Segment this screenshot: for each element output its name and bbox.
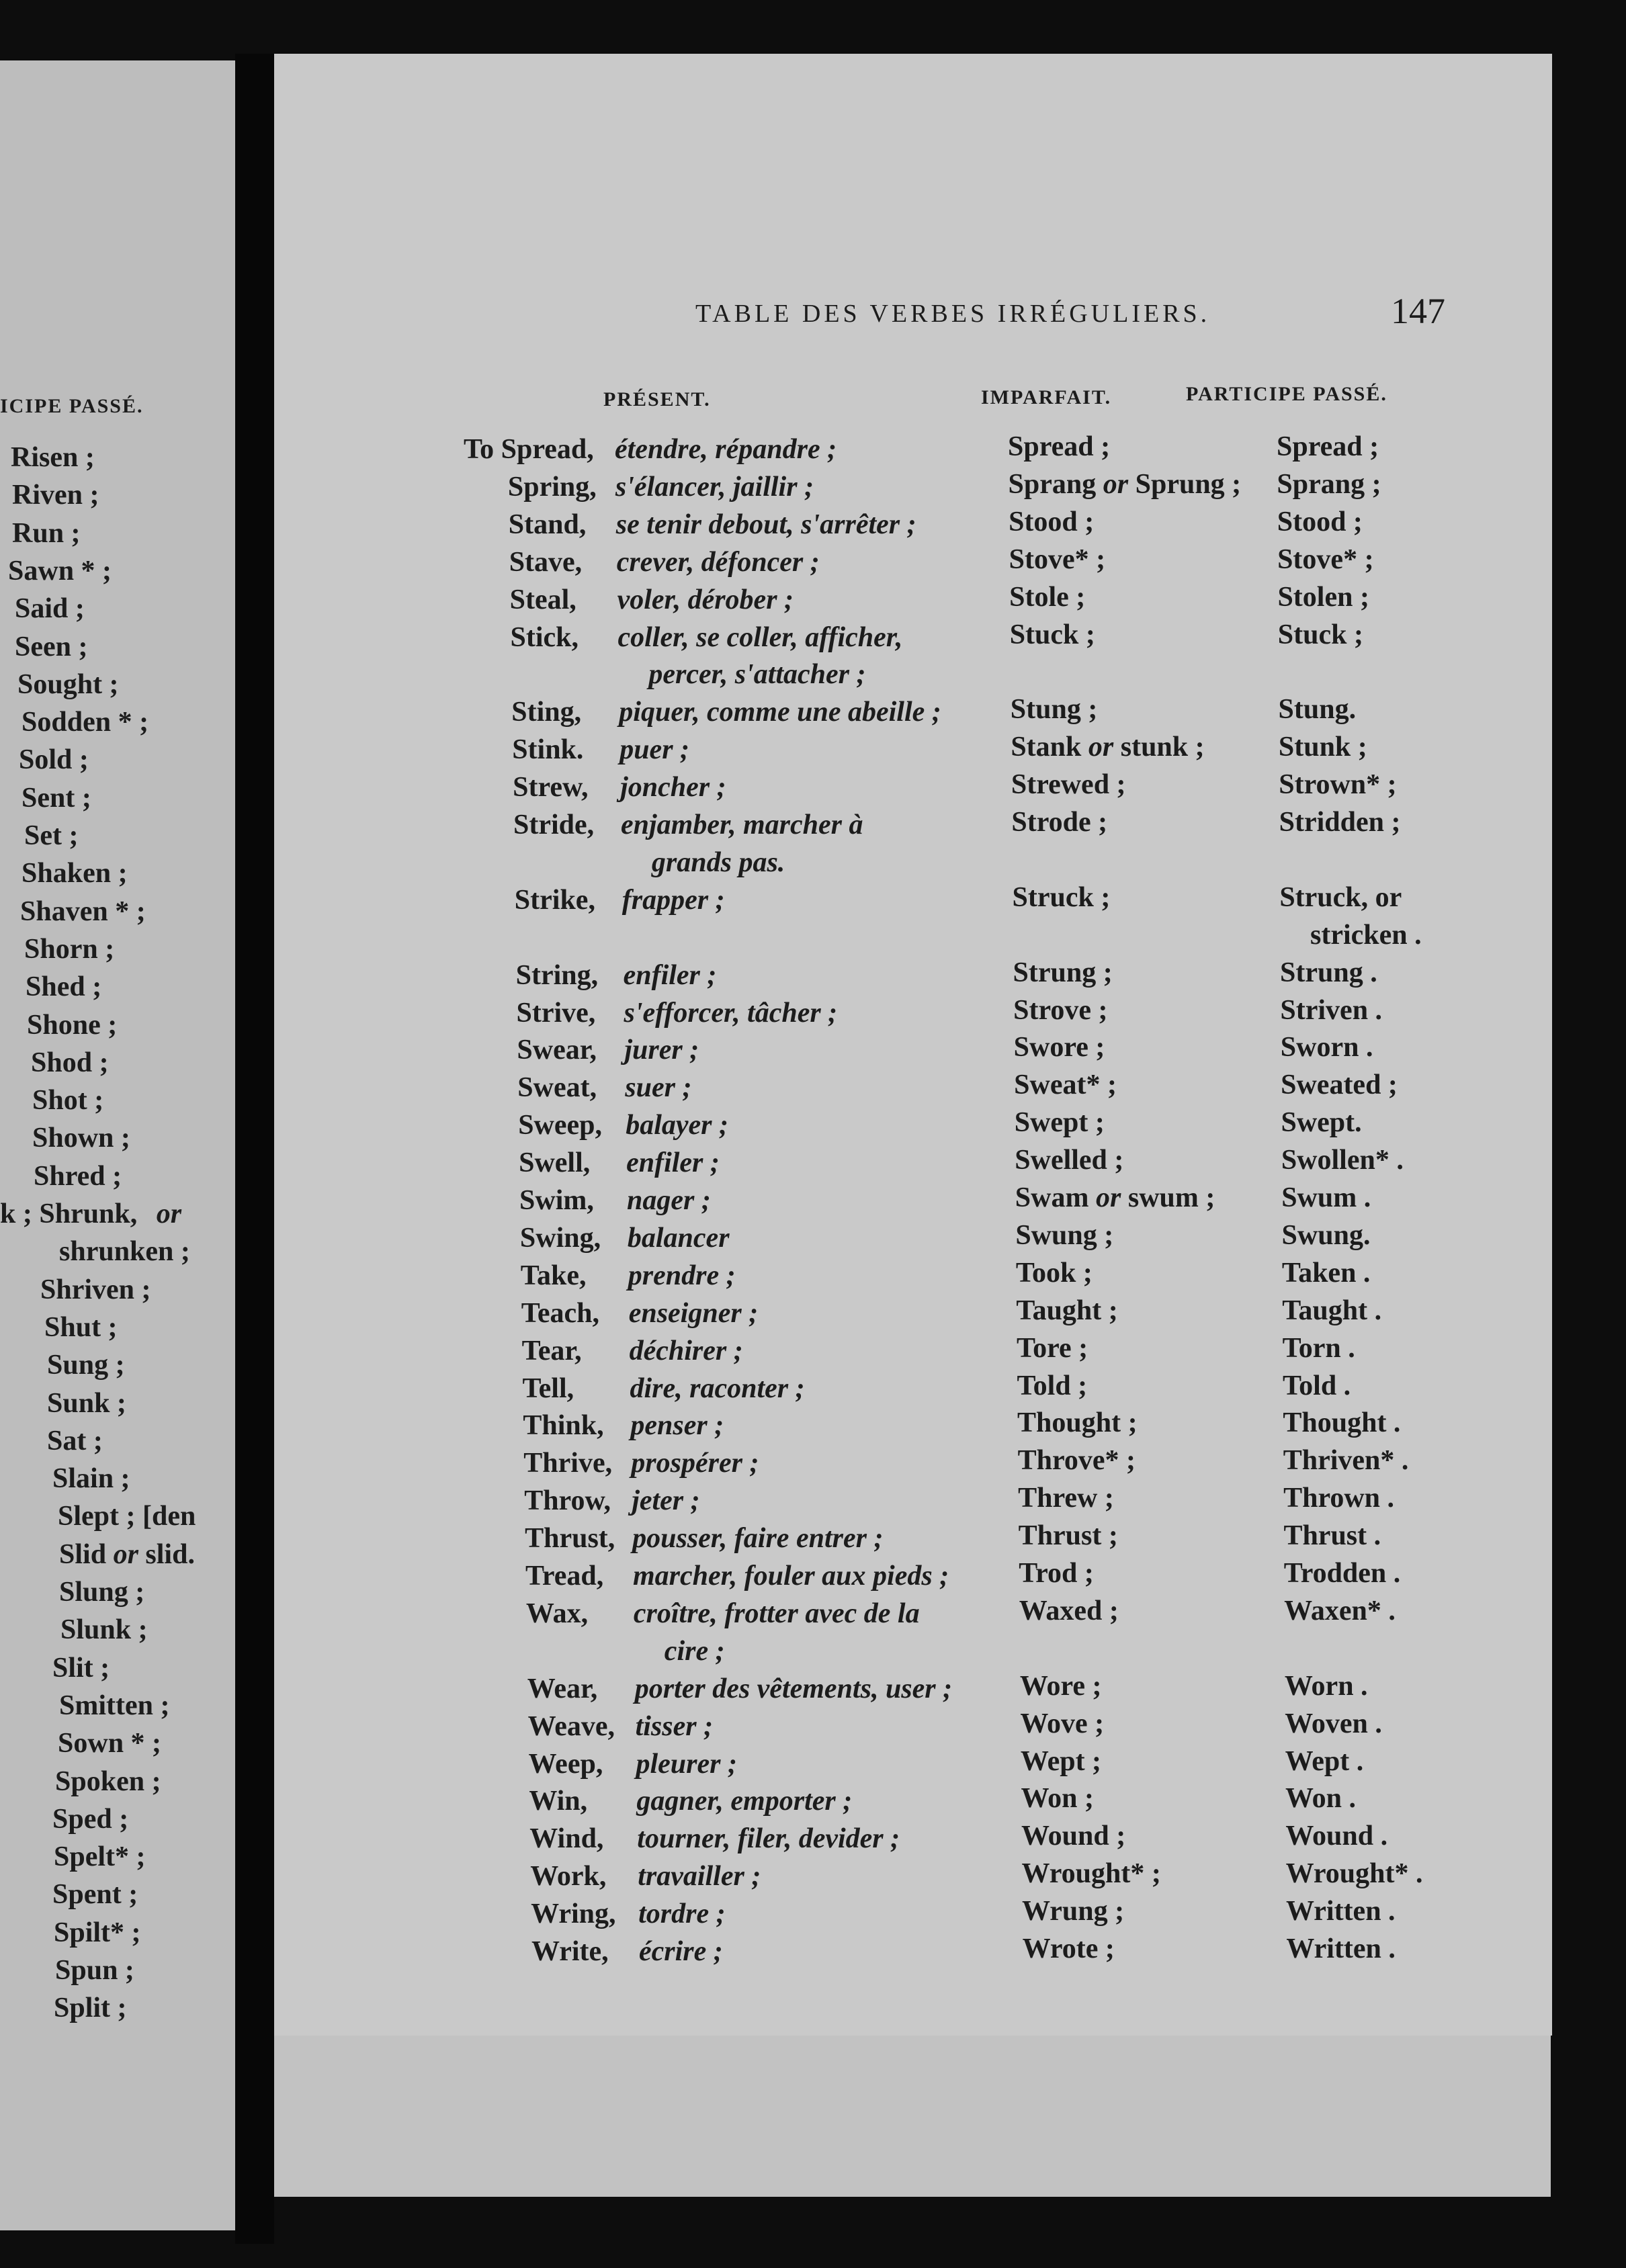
verb-imparfait: Swam or swum ; [1015,1182,1215,1213]
french-meaning: penser ; [630,1410,724,1442]
verb-present: Swell, [519,1147,591,1179]
verb-present: Wear, [527,1673,598,1704]
french-meaning: marcher, fouler aux pieds ; [633,1561,949,1591]
left-page-item: Shed ; [26,971,102,1003]
verb-imparfait: Thrust ; [1018,1520,1118,1552]
french-meaning: enfiler ; [626,1147,720,1179]
french-meaning: enfiler ; [623,959,717,991]
french-meaning: prendre ; [628,1260,736,1291]
verb-present: Strike, [514,884,595,916]
french-meaning: puer ; [619,734,690,766]
left-page-item: Spent ; [52,1879,138,1911]
verb-imparfait: Swung ; [1015,1219,1114,1251]
verb-participe: Won . [1285,1783,1356,1815]
verb-participe: Stove* ; [1277,543,1374,575]
left-page-item: Sought ; [17,668,119,700]
left-page-item: Slid or slid. [59,1538,195,1570]
french-meaning: gagner, emporter ; [636,1786,853,1817]
verb-imparfait: Wound ; [1021,1821,1126,1852]
left-page-item: Sung ; [47,1350,125,1381]
verb-participe: Stridden ; [1279,807,1401,838]
left-page-item: Shriven ; [40,1274,151,1305]
french-meaning: tordre ; [638,1899,726,1930]
verb-participe: Spread ; [1277,431,1379,462]
verb-present: Stink. [512,734,584,766]
verb-imparfait: Wept ; [1020,1745,1102,1777]
verb-participe: Strung . [1280,957,1377,988]
left-page-item: Spelt* ; [54,1841,146,1873]
french-meaning: enseigner ; [628,1297,759,1329]
left-page-item: Run ; [12,517,81,549]
left-page-item: Slit ; [52,1652,110,1684]
verb-imparfait: Swelled ; [1015,1145,1124,1176]
verb-present: Tear, [521,1335,582,1366]
left-page-item: Sold ; [19,744,89,776]
verb-participe: Swollen* . [1281,1145,1404,1176]
left-page-item: Set ; [24,820,79,851]
left-page-item: Shred ; [34,1160,122,1192]
french-meaning: pousser, faire entrer ; [632,1523,884,1555]
verb-participe: Strown* ; [1279,769,1397,801]
verb-participe: Trodden . [1283,1558,1401,1589]
left-page-item: Spilt* ; [54,1917,141,1948]
verb-imparfait: Strung ; [1013,957,1113,988]
verb-present: Teach, [521,1297,599,1329]
verb-imparfait: Stole ; [1009,581,1086,613]
french-meaning: piquer, comme une abeille ; [619,697,941,728]
verb-imparfait: Wrote ; [1022,1933,1115,1964]
verb-imparfait: Wove ; [1020,1708,1105,1739]
verb-present: Stave, [509,546,583,578]
verb-imparfait: Wrung ; [1022,1896,1125,1927]
verb-present: Weave, [527,1710,615,1742]
left-slid-tail: slid. [145,1538,195,1570]
verb-imparfait: Took ; [1015,1257,1093,1289]
verb-present: Throw, [524,1485,611,1517]
french-meaning: étendre, répandre ; [615,434,837,465]
verb-participe: Wrought* . [1285,1858,1423,1890]
left-page-item: Shone ; [27,1009,118,1041]
verb-participe: Waxen* . [1284,1595,1396,1626]
verb-imparfait: Spread ; [1008,431,1111,462]
verb-participe: Stung. [1278,694,1357,726]
left-page-item: Sent ; [22,782,91,814]
verb-present: Swing, [519,1222,601,1254]
verb-present: Stand, [508,509,587,540]
verb-present: Spring, [507,471,597,503]
left-column-header: ICIPE PASSÉ. [0,395,144,417]
verb-present: Thrust, [525,1523,615,1555]
verb-participe: Written . [1286,1896,1396,1927]
verb-imparfait: Trod ; [1019,1558,1094,1589]
french-meaning: cire ; [664,1635,725,1667]
verb-imparfait: Throve* ; [1017,1445,1136,1477]
french-meaning: tourner, filer, devider ; [637,1823,900,1855]
verb-present: String, [515,959,599,991]
verb-present: Sting, [511,697,582,728]
verb-participe: Worn . [1284,1670,1368,1702]
left-page-item: Shaken ; [22,858,128,889]
verb-participe: Thought . [1283,1407,1401,1439]
left-page-item: Spoken ; [55,1765,161,1797]
verb-imparfait: Stung ; [1010,694,1098,726]
french-meaning: suer ; [625,1072,692,1104]
verb-imparfait: Won ; [1021,1783,1094,1815]
left-page-item: Split ; [54,1993,127,2024]
french-meaning: balancer [627,1222,730,1254]
verb-present: Tread, [525,1561,604,1591]
verb-imparfait: Waxed ; [1019,1595,1119,1626]
verb-participe: Taught . [1282,1295,1382,1326]
verb-present: Weep, [528,1748,603,1780]
left-page-item: Slept ; [den [58,1501,196,1532]
left-page-item: Riven ; [12,480,99,511]
verb-imparfait: Told ; [1017,1370,1088,1401]
left-page-item: Spun ; [55,1955,134,1986]
header-imparfait: IMPARFAIT. [981,386,1112,408]
running-head: TABLE DES VERBES IRRÉGULIERS. [695,300,1211,328]
verb-present: Wring, [531,1899,616,1930]
left-page-item: Shod ; [31,1047,109,1078]
verb-imparfait: Stove* ; [1009,543,1106,575]
verb-participe: Woven . [1285,1708,1382,1739]
left-page-item: Shot ; [32,1085,104,1117]
french-meaning: travailler ; [638,1861,761,1892]
left-page-item: Risen ; [11,442,95,473]
verb-present: Think, [523,1410,604,1442]
left-page-item: shrunken ; [59,1236,190,1268]
verb-imparfait: Thought ; [1017,1407,1138,1439]
left-page-item: Shut ; [44,1311,118,1343]
verb-imparfait: Sweat* ; [1014,1070,1117,1101]
french-meaning: jeter ; [632,1485,700,1517]
verb-participe: Stuck ; [1277,619,1363,650]
left-page-item: Smitten ; [59,1690,170,1721]
verb-imparfait: Stuck ; [1009,619,1095,650]
french-meaning: prospérer ; [631,1448,759,1479]
left-page-item: Shaven * ; [20,896,146,927]
french-meaning: déchirer ; [629,1335,743,1366]
left-page-item: Said ; [15,593,85,625]
verb-participe: Wound . [1285,1821,1388,1852]
verb-present: Take, [520,1260,587,1291]
verb-present: Sweat, [517,1072,597,1104]
verb-participe: Sprang ; [1277,468,1381,500]
verb-imparfait: Stood ; [1009,506,1095,537]
verb-imparfait: Strode ; [1011,807,1108,838]
left-page-item: k ; Shrunk, or [0,1198,182,1229]
verb-participe: Swept. [1281,1107,1362,1139]
page-number: 147 [1391,291,1445,331]
verb-present: To Spread, [464,434,594,465]
verb-participe: Struck, or [1279,881,1402,913]
verb-present: Strive, [516,997,596,1029]
verb-imparfait: Wore ; [1019,1670,1102,1702]
verb-imparfait: Strewed ; [1011,769,1126,801]
left-word-or: or [106,1538,146,1570]
verb-imparfait: Taught ; [1016,1295,1118,1326]
verb-participe: Stolen ; [1277,581,1369,613]
left-page-item: Slain ; [52,1463,130,1495]
french-meaning: frapper ; [622,884,725,916]
french-meaning: percer, s'attacher ; [648,659,866,691]
verb-present: Wind, [529,1823,604,1855]
french-meaning: s'efforcer, tâcher ; [624,997,838,1029]
french-meaning: crever, défoncer ; [616,546,820,578]
verb-imparfait: Stank or stunk ; [1011,732,1205,763]
left-page-item: Slunk ; [60,1614,148,1646]
verb-imparfait: Wrought* ; [1021,1858,1161,1890]
left-page-item: Sunk ; [47,1387,126,1419]
verb-participe: Sworn . [1280,1032,1373,1063]
french-meaning: dire, raconter ; [630,1372,805,1404]
verb-present: Tell, [522,1372,574,1404]
left-page-item: Sped ; [52,1803,129,1835]
verb-present: Work, [530,1861,607,1892]
verb-participe: Striven . [1280,994,1383,1026]
left-word-or: or [149,1198,182,1229]
verb-participe: Sweated ; [1281,1070,1398,1101]
verb-imparfait: Swept ; [1014,1107,1105,1139]
verb-participe: Thriven* . [1283,1445,1409,1477]
right-page-bottom [274,2036,1551,2197]
verb-present: Wax, [525,1598,589,1629]
french-meaning: voler, dérober ; [617,584,794,615]
verb-participe: Thrust . [1283,1520,1381,1552]
verb-imparfait: Tore ; [1016,1332,1088,1364]
verb-present: Thrive, [523,1448,613,1479]
french-meaning: tisser ; [635,1710,714,1742]
verb-participe: Swung. [1281,1219,1371,1251]
header-present: PRÉSENT. [603,388,711,410]
verb-present: Swear, [517,1035,597,1066]
verb-imparfait: Strove ; [1013,994,1108,1026]
french-meaning: jurer ; [624,1035,699,1066]
verb-present: Sweep, [518,1110,603,1141]
verb-participe: Swum . [1281,1182,1371,1213]
left-page-item: Shorn ; [24,933,115,965]
french-meaning: enjamber, marcher à [621,810,863,840]
verb-imparfait: Sprang or Sprung ; [1008,468,1242,500]
verb-present: Stride, [513,810,595,840]
verb-participe: stricken . [1310,919,1422,951]
verb-present: Steal, [509,584,576,615]
french-meaning: se tenir debout, s'arrêter ; [615,509,916,540]
verb-imparfait: Swore ; [1013,1032,1105,1063]
french-meaning: coller, se coller, afficher, [617,621,903,653]
left-page-item: Sawn * ; [8,555,112,586]
verb-participe: Taken . [1281,1257,1371,1289]
french-meaning: écrire ; [639,1936,723,1967]
verb-present: Win, [529,1786,588,1817]
french-meaning: balayer ; [626,1110,728,1141]
verb-present: Write, [531,1936,609,1967]
verb-present: Swim, [519,1185,594,1216]
left-page-item: Sat ; [47,1425,103,1456]
left-page-item: Sown * ; [58,1728,162,1759]
book-gutter [235,54,274,2244]
verb-participe: Stunk ; [1278,732,1367,763]
verb-imparfait: Threw ; [1018,1483,1114,1514]
verb-participe: Thrown . [1283,1483,1395,1514]
verb-present: Strew, [513,772,589,803]
french-meaning: pleurer ; [636,1748,737,1780]
french-meaning: porter des vêtements, user ; [634,1673,953,1704]
verb-participe: Wept . [1285,1745,1364,1777]
french-meaning: grands pas. [651,846,785,878]
french-meaning: croître, frotter avec de la [633,1598,920,1629]
header-participe: PARTICIPE PASSÉ. [1186,383,1387,405]
left-page-item: Seen ; [15,631,88,662]
verb-imparfait: Struck ; [1012,881,1111,913]
left-page-item: Sodden * ; [22,707,149,738]
left-page-item: Slung ; [59,1577,145,1608]
left-page-item: Shown ; [32,1123,130,1154]
verb-participe: Told . [1283,1370,1351,1401]
verb-participe: Torn . [1282,1332,1355,1364]
verb-participe: Written . [1286,1933,1396,1964]
verb-participe: Stood ; [1277,506,1363,537]
verb-present: Stick, [510,621,579,653]
french-meaning: joncher ; [620,772,726,803]
french-meaning: nager ; [627,1185,711,1216]
french-meaning: s'élancer, jaillir ; [615,471,814,503]
